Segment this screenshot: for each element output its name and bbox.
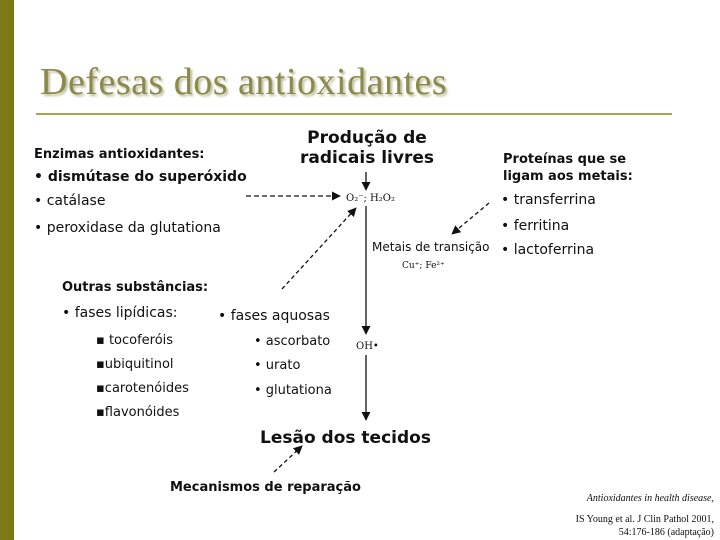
others-heading: Outras substâncias:	[62, 280, 209, 295]
aqueous-item-3: • glutationa	[254, 383, 332, 398]
metals-formula: Cu⁺; Fe²⁺	[402, 261, 445, 271]
protein-item-1: • transferrina	[501, 192, 596, 208]
lipid-item-4: ▪flavonóides	[96, 405, 180, 420]
reference-line-2: IS Young et al. J Clin Pathol 2001,	[575, 514, 714, 525]
lipid-item-2: ▪ubiquitinol	[96, 357, 174, 372]
dashed-arrow-others	[282, 208, 356, 289]
enzymes-heading: Enzimas antioxidantes:	[34, 147, 205, 162]
dashed-arrow-proteins	[452, 203, 489, 234]
slide-title: Defesas dos antioxidantes	[40, 61, 448, 103]
protein-item-2: • ferritina	[501, 218, 570, 234]
radicals-heading-line2: radicais livres	[299, 148, 435, 168]
aqueous-item-1: • ascorbato	[254, 334, 331, 349]
lipid-item-1: ▪ tocoferóis	[96, 333, 174, 348]
aqueous-heading: • fases aquosas	[218, 308, 330, 324]
repair-label: Mecanismos de reparação	[170, 480, 361, 495]
enzyme-item-3: • peroxidase da glutationa	[34, 220, 221, 236]
radicals-formula: O₂⁻; H₂O₂	[346, 193, 395, 204]
radicals-heading-line1: Produção de	[307, 128, 427, 148]
proteins-heading-line2: ligam aos metais:	[503, 169, 633, 184]
reference-line-1: Antioxidantes in health disease,	[586, 493, 714, 504]
reference-line-3: 54:176-186 (adaptação)	[618, 527, 714, 538]
lipid-heading: • fases lipídicas:	[62, 305, 178, 321]
protein-item-3: • lactoferrina	[501, 242, 595, 258]
enzyme-item-1: • dismútase do superóxido	[34, 169, 247, 185]
hydroxyl-formula: OH•	[356, 341, 379, 352]
aqueous-item-2: • urato	[254, 358, 301, 373]
damage-label: Lesão dos tecidos	[260, 428, 431, 448]
lipid-item-3: ▪carotenóides	[96, 381, 189, 396]
metals-label: Metais de transição	[372, 240, 490, 254]
enzyme-item-2: • catálase	[34, 193, 106, 209]
proteins-heading-line1: Proteínas que se	[503, 152, 627, 167]
dashed-arrow-repair	[274, 446, 302, 472]
